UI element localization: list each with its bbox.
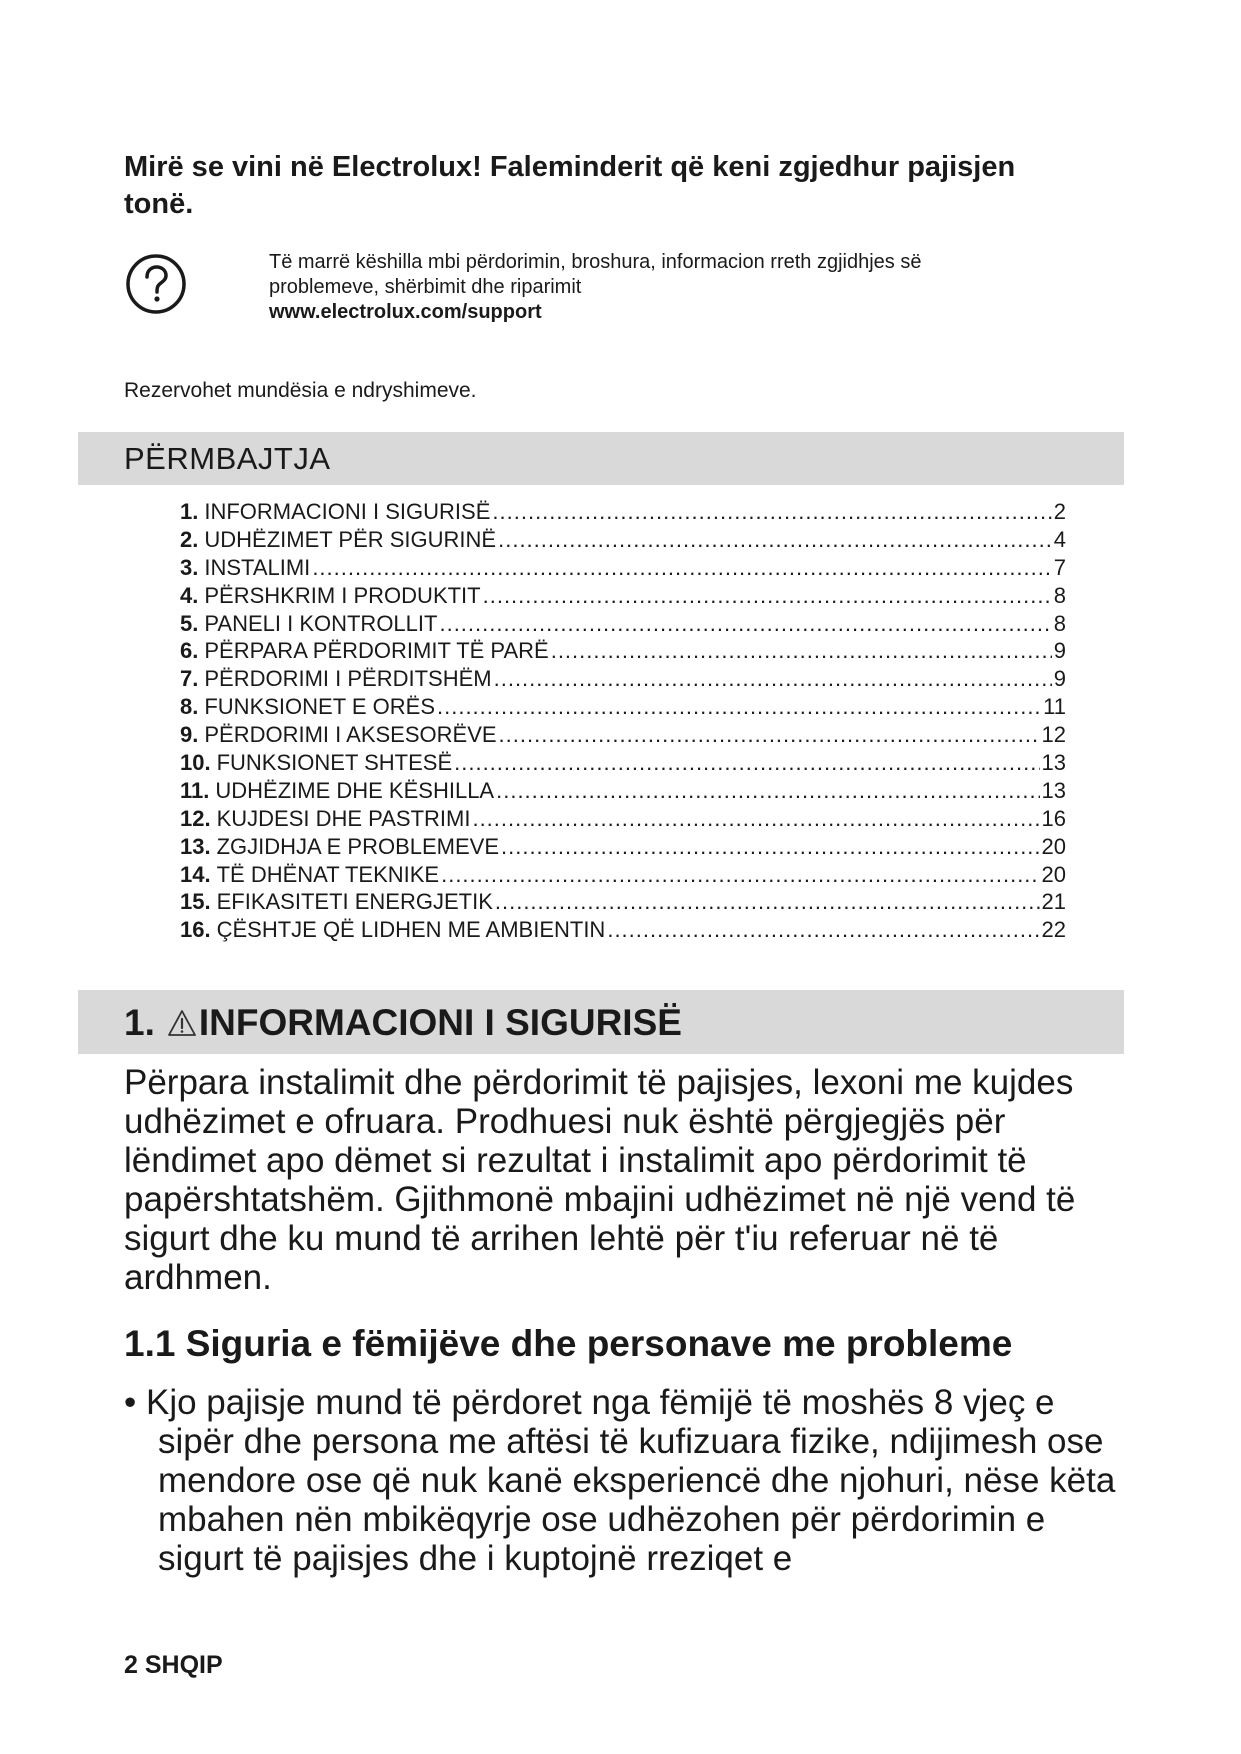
toc-item-label: ZGJIDHJA E PROBLEMEVE	[216, 833, 499, 859]
toc-item-page: 16	[1041, 805, 1066, 831]
toc-item-number: 8.	[180, 694, 199, 720]
support-line-1: Të marrë këshilla mbi përdorimin, broshura, informacion rreth zgjidhjes së	[269, 251, 922, 273]
table-of-contents	[180, 498, 1066, 944]
toc-leader-dots	[439, 610, 1051, 638]
toc-item[interactable]	[180, 888, 1066, 916]
toc-item-number: 13.	[180, 833, 211, 859]
toc-item[interactable]	[180, 498, 1066, 526]
toc-leader-dots	[499, 721, 1040, 749]
toc-leader-dots	[312, 554, 1051, 582]
subsection-1-1-heading: 1.1 Siguria e fëmijëve dhe personave me probleme	[124, 1323, 1013, 1364]
toc-item-page: 8	[1053, 610, 1066, 636]
toc-item-label: EFIKASITETI ENERGJETIK	[216, 889, 493, 915]
toc-item[interactable]	[180, 637, 1066, 665]
toc-item-number: 14.	[180, 861, 211, 887]
toc-item-number: 16.	[180, 917, 211, 943]
toc-leader-dots	[437, 693, 1041, 721]
toc-item-label: KUJDESI DHE PASTRIMI	[216, 805, 471, 831]
toc-leader-dots	[494, 665, 1052, 693]
toc-item-number: 9.	[180, 722, 199, 748]
support-link[interactable]: www.electrolux.com/support	[269, 301, 542, 323]
toc-item-page: 13	[1041, 750, 1066, 776]
toc-item-label: INFORMACIONI I SIGURISË	[204, 499, 491, 524]
section-1-heading	[124, 1002, 682, 1044]
toc-item[interactable]	[180, 665, 1066, 693]
toc-leader-dots	[441, 861, 1039, 889]
toc-item-page: 4	[1053, 526, 1066, 552]
reserve-note: Rezervohet mundësia e ndryshimeve.	[124, 379, 477, 402]
toc-item[interactable]	[180, 693, 1066, 721]
safety-bullet: • Kjo pajisje mund të përdoret nga fëmijë të moshës 8 vjeç e sipër dhe persona me aftësi të kufizuara fizike, ndijimesh ose mendore ose që nuk kanë eksperiencë dhe njohuri, nëse këta mbahen nën mbikëqyrje ose udhëzohen për përdorimin e sigurt të pajisjes dhe i kuptojnë rreziqet e	[124, 1383, 1116, 1578]
toc-item-page: 20	[1041, 861, 1066, 887]
toc-item[interactable]	[180, 610, 1066, 638]
toc-item[interactable]	[180, 721, 1066, 749]
toc-item[interactable]	[180, 526, 1066, 554]
toc-item-number: 4.	[180, 582, 199, 608]
toc-item[interactable]	[180, 833, 1066, 861]
toc-item-number: 5.	[180, 610, 199, 636]
toc-item-number: 11.	[180, 777, 210, 803]
warning-triangle-icon	[167, 1009, 197, 1037]
toc-item-label: FUNKSIONET SHTESË	[216, 750, 453, 776]
toc-item-number: 12.	[180, 805, 211, 831]
toc-leader-dots	[454, 749, 1039, 777]
toc-item-label: INSTALIMI	[204, 554, 311, 580]
toc-item-label: ÇËSHTJE QË LIDHEN ME AMBIENTIN	[216, 917, 606, 943]
page-footer: 2 SHQIP	[124, 1651, 223, 1679]
toc-item-page: 9	[1053, 666, 1066, 692]
toc-item[interactable]	[180, 861, 1066, 889]
toc-item-page: 7	[1053, 554, 1066, 580]
toc-item-number: 6.	[180, 638, 199, 664]
toc-item-number: 2.	[180, 526, 199, 552]
support-line-2: problemeve, shërbimit dhe riparimit	[269, 276, 582, 298]
toc-item[interactable]	[180, 916, 1066, 944]
section-1-header-band	[78, 990, 1124, 1054]
section-1-title: INFORMACIONI I SIGURISË	[198, 1002, 682, 1043]
toc-item-label: TË DHËNAT TEKNIKE	[216, 861, 440, 887]
toc-leader-dots	[495, 888, 1040, 916]
toc-leader-dots	[483, 582, 1052, 610]
section-1-intro: Përpara instalimit dhe përdorimit të pajisjes, lexoni me kujdes udhëzimet e ofruara. Prodhuesi nuk është përgjegjës për lëndimet apo dëmet si rezultat i instalimit apo përdorimit të papërshtatshëm. Gjithmonë mbajini udhëzimet në një vend të sigurt dhe ku mund të arrihen lehtë për t'iu referuar në të ardhmen.	[124, 1063, 1076, 1297]
toc-item-page: 12	[1041, 722, 1066, 748]
toc-leader-dots	[551, 637, 1052, 665]
toc-item-number: 10.	[180, 750, 211, 776]
toc-item-label: UDHËZIME DHE KËSHILLA	[215, 777, 495, 803]
section-1-number: 1.	[124, 1002, 155, 1043]
question-circle-icon	[124, 252, 188, 316]
toc-item[interactable]	[180, 805, 1066, 833]
toc-leader-dots	[492, 498, 1051, 526]
toc-item-page: 22	[1041, 917, 1066, 943]
toc-item-page: 21	[1041, 889, 1066, 915]
toc-item[interactable]	[180, 582, 1066, 610]
toc-item-page: 2	[1053, 499, 1066, 524]
toc-item-number: 7.	[180, 666, 199, 692]
toc-item-page: 9	[1053, 638, 1066, 664]
toc-item[interactable]	[180, 777, 1066, 805]
toc-header-band	[78, 432, 1124, 485]
toc-item[interactable]	[180, 554, 1066, 582]
toc-item-label: UDHËZIMET PËR SIGURINË	[204, 526, 497, 552]
toc-item-label: PËRDORIMI I AKSESORËVE	[204, 722, 497, 748]
toc-item-label: PËRPARA PËRDORIMIT TË PARË	[204, 638, 549, 664]
toc-leader-dots	[501, 833, 1040, 861]
toc-leader-dots	[496, 777, 1039, 805]
toc-item-label: PANELI I KONTROLLIT	[204, 610, 438, 636]
toc-item-page: 20	[1041, 833, 1066, 859]
welcome-heading: Mirë se vini në Electrolux! Faleminderit që keni zgjedhur pajisjen tonë.	[124, 151, 1016, 220]
toc-item-label: PËRSHKRIM I PRODUKTIT	[204, 582, 481, 608]
toc-item[interactable]	[180, 749, 1066, 777]
toc-item-number: 15.	[180, 889, 211, 915]
toc-item-page: 8	[1053, 582, 1066, 608]
toc-item-page: 13	[1041, 777, 1066, 803]
toc-leader-dots	[472, 805, 1039, 833]
toc-item-label: FUNKSIONET E ORËS	[204, 694, 435, 720]
support-info	[269, 250, 1069, 325]
toc-item-page: 11	[1043, 694, 1066, 720]
toc-item-number: 3.	[180, 554, 199, 580]
toc-leader-dots	[607, 916, 1039, 944]
toc-leader-dots	[498, 526, 1052, 554]
toc-item-number: 1.	[180, 499, 199, 524]
toc-item-label: PËRDORIMI I PËRDITSHËM	[204, 666, 492, 692]
toc-title: PËRMBAJTJA	[124, 441, 331, 476]
